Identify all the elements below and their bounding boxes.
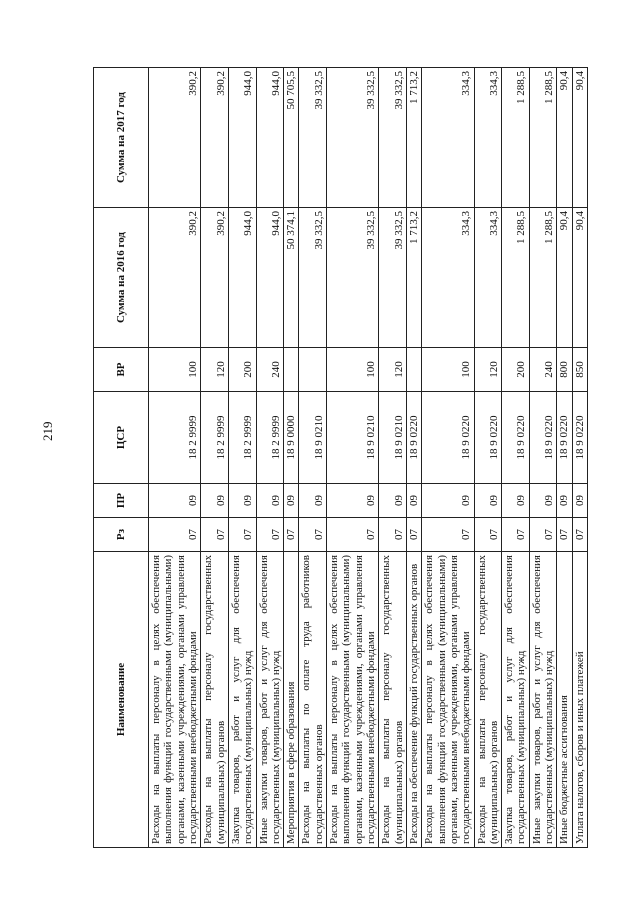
cell-pr: 09 — [529, 484, 557, 518]
cell-rz: 07 — [284, 518, 299, 552]
cell-vr: 100 — [327, 348, 379, 392]
cell-pr: 09 — [474, 484, 502, 518]
cell-name: Мероприятия в сфере образования — [284, 552, 299, 848]
cell-name: Иные бюджетные ассигнования — [557, 552, 572, 848]
cell-sum-2017: 944,0 — [256, 68, 284, 208]
cell-rz: 07 — [422, 518, 474, 552]
cell-rz: 07 — [327, 518, 379, 552]
table-row — [474, 68, 502, 848]
cell-sum-2016: 90,4 — [557, 208, 572, 348]
cell-rz: 07 — [149, 518, 201, 552]
cell-sum-2017: 390,2 — [201, 68, 229, 208]
table-row — [327, 68, 379, 848]
cell-sum-2017: 390,2 — [149, 68, 201, 208]
table-row — [557, 68, 572, 848]
cell-rz: 07 — [406, 518, 421, 552]
cell-csr: 18 9 0220 — [572, 392, 587, 484]
cell-name: Закупка товаров, работ и услуг для обеспечения государственных (муниципальных) нужд — [502, 552, 530, 848]
cell-csr: 18 9 0220 — [529, 392, 557, 484]
cell-vr: 850 — [572, 348, 587, 392]
cell-vr: 120 — [379, 348, 407, 392]
cell-csr: 18 2 9999 — [201, 392, 229, 484]
header-pr: ПР — [94, 484, 149, 518]
cell-vr: 800 — [557, 348, 572, 392]
cell-pr: 09 — [327, 484, 379, 518]
cell-csr: 18 9 0210 — [327, 392, 379, 484]
cell-sum-2016: 90,4 — [572, 208, 587, 348]
cell-sum-2016: 1 713,2 — [406, 208, 421, 348]
cell-sum-2017: 1 288,5 — [502, 68, 530, 208]
cell-name: Расходы на выплаты персоналу в целях обеспечения выполнения функций государственными (муниципальными) органами, казенными учреждениями, органами управления государственными внебюджетными фондами — [422, 552, 474, 848]
cell-sum-2016: 1 288,5 — [529, 208, 557, 348]
cell-vr: 200 — [228, 348, 256, 392]
cell-pr: 09 — [572, 484, 587, 518]
table-header-row — [94, 68, 149, 848]
cell-csr: 18 2 9999 — [228, 392, 256, 484]
table-row — [502, 68, 530, 848]
cell-rz: 07 — [529, 518, 557, 552]
cell-sum-2016: 390,2 — [201, 208, 229, 348]
cell-sum-2017: 39 332,5 — [379, 68, 407, 208]
cell-vr — [284, 348, 299, 392]
cell-name: Расходы на выплаты персоналу государственных (муниципальных) органов — [201, 552, 229, 848]
cell-name: Расходы на выплаты персоналу в целях обеспечения выполнения функций государственными (муниципальными) органами, казенными учреждениями, органами управления государственными внебюджетными фондами — [149, 552, 201, 848]
cell-name: Расходы на выплаты персоналу в целях обеспечения выполнения функций государственными (муниципальными) органами, казенными учреждениями, органами управления государственными внебюджетными фондами — [327, 552, 379, 848]
table-row — [149, 68, 201, 848]
cell-vr: 120 — [201, 348, 229, 392]
cell-sum-2016: 334,3 — [422, 208, 474, 348]
cell-name: Закупка товаров, работ и услуг для обеспечения государственных (муниципальных) нужд — [228, 552, 256, 848]
table-row — [379, 68, 407, 848]
cell-rz: 07 — [256, 518, 284, 552]
header-name: Наименование — [94, 552, 149, 848]
cell-pr: 09 — [422, 484, 474, 518]
header-rz: Рз — [94, 518, 149, 552]
cell-sum-2016: 334,3 — [474, 208, 502, 348]
table-row — [572, 68, 587, 848]
cell-vr — [406, 348, 421, 392]
cell-sum-2016: 390,2 — [149, 208, 201, 348]
header-sum-2017: Сумма на 2017 год — [94, 68, 149, 208]
table-row — [256, 68, 284, 848]
cell-pr: 09 — [256, 484, 284, 518]
page-number: 219 — [40, 421, 55, 441]
table-row — [228, 68, 256, 848]
cell-sum-2016: 1 288,5 — [502, 208, 530, 348]
table-row — [529, 68, 557, 848]
cell-sum-2016: 39 332,5 — [299, 208, 327, 348]
cell-sum-2016: 944,0 — [228, 208, 256, 348]
table-row — [284, 68, 299, 848]
cell-vr: 120 — [474, 348, 502, 392]
table-row — [299, 68, 327, 848]
cell-pr: 09 — [502, 484, 530, 518]
cell-vr: 100 — [149, 348, 201, 392]
cell-pr: 09 — [406, 484, 421, 518]
cell-sum-2017: 90,4 — [557, 68, 572, 208]
cell-rz: 07 — [379, 518, 407, 552]
cell-rz: 07 — [572, 518, 587, 552]
cell-csr: 18 2 9999 — [256, 392, 284, 484]
header-csr: ЦСР — [94, 392, 149, 484]
cell-csr: 18 9 0210 — [299, 392, 327, 484]
cell-pr: 09 — [557, 484, 572, 518]
cell-pr: 09 — [379, 484, 407, 518]
table-row — [422, 68, 474, 848]
cell-vr: 240 — [529, 348, 557, 392]
cell-name: Уплата налогов, сборов и иных платежей — [572, 552, 587, 848]
cell-rz: 07 — [299, 518, 327, 552]
cell-csr: 18 2 9999 — [149, 392, 201, 484]
rotated-page — [93, 68, 586, 848]
cell-csr: 18 9 0000 — [284, 392, 299, 484]
cell-name: Иные закупки товаров, работ и услуг для обеспечения государственных (муниципальных) нужд — [529, 552, 557, 848]
cell-sum-2017: 39 332,5 — [327, 68, 379, 208]
cell-csr: 18 9 0220 — [557, 392, 572, 484]
cell-name: Расходы на обеспечение функций государственных органов — [406, 552, 421, 848]
cell-sum-2017: 334,3 — [422, 68, 474, 208]
table-row — [406, 68, 421, 848]
cell-name: Расходы на выплаты персоналу государственных (муниципальных) органов — [474, 552, 502, 848]
cell-sum-2017: 90,4 — [572, 68, 587, 208]
cell-vr — [299, 348, 327, 392]
header-sum-2016: Сумма на 2016 год — [94, 208, 149, 348]
cell-vr: 100 — [422, 348, 474, 392]
cell-rz: 07 — [502, 518, 530, 552]
budget-table — [93, 67, 588, 848]
cell-csr: 18 9 0210 — [379, 392, 407, 484]
cell-sum-2017: 50 705,5 — [284, 68, 299, 208]
cell-sum-2016: 50 374,1 — [284, 208, 299, 348]
cell-sum-2016: 39 332,5 — [379, 208, 407, 348]
cell-csr: 18 9 0220 — [422, 392, 474, 484]
cell-rz: 07 — [228, 518, 256, 552]
cell-pr: 09 — [149, 484, 201, 518]
cell-pr: 09 — [299, 484, 327, 518]
cell-vr: 240 — [256, 348, 284, 392]
cell-pr: 09 — [228, 484, 256, 518]
table-body — [149, 68, 588, 848]
cell-csr: 18 9 0220 — [406, 392, 421, 484]
cell-csr: 18 9 0220 — [502, 392, 530, 484]
cell-sum-2017: 39 332,5 — [299, 68, 327, 208]
cell-rz: 07 — [201, 518, 229, 552]
cell-sum-2017: 334,3 — [474, 68, 502, 208]
table-row — [201, 68, 229, 848]
cell-vr: 200 — [502, 348, 530, 392]
cell-pr: 09 — [201, 484, 229, 518]
cell-name: Расходы на выплаты по оплате труда работников государственных органов — [299, 552, 327, 848]
cell-sum-2017: 944,0 — [228, 68, 256, 208]
cell-name: Иные закупки товаров, работ и услуг для обеспечения государственных (муниципальных) нужд — [256, 552, 284, 848]
cell-sum-2016: 944,0 — [256, 208, 284, 348]
cell-name: Расходы на выплаты персоналу государственных (муниципальных) органов — [379, 552, 407, 848]
cell-sum-2017: 1 288,5 — [529, 68, 557, 208]
cell-rz: 07 — [557, 518, 572, 552]
cell-csr: 18 9 0220 — [474, 392, 502, 484]
cell-sum-2016: 39 332,5 — [327, 208, 379, 348]
header-vr: ВР — [94, 348, 149, 392]
cell-rz: 07 — [474, 518, 502, 552]
cell-pr: 09 — [284, 484, 299, 518]
cell-sum-2017: 1 713,2 — [406, 68, 421, 208]
